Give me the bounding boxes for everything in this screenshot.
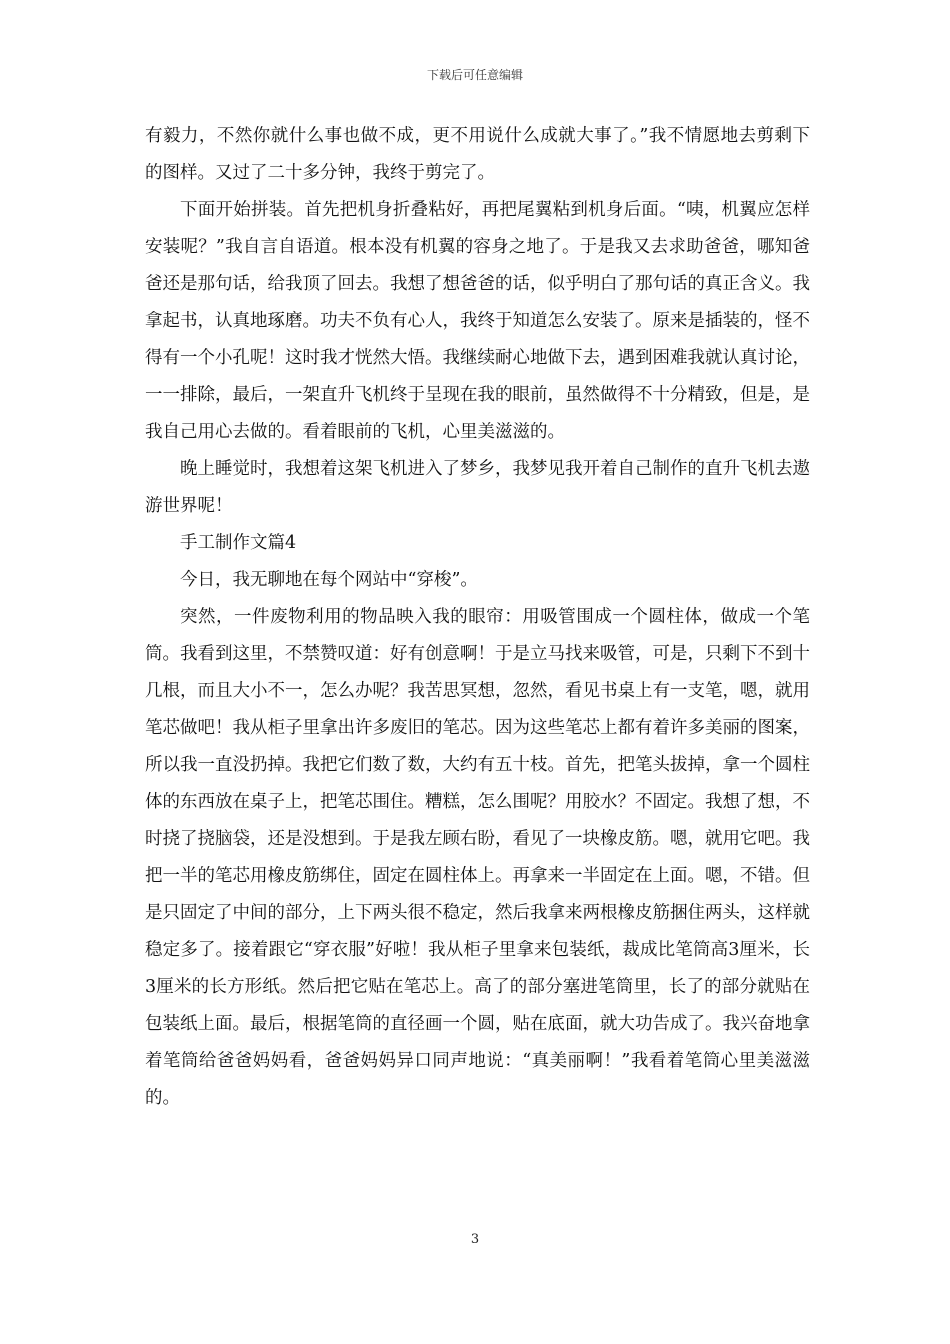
paragraph-continuation: 有毅力，不然你就什么事也做不成，更不用说什么成就大事了。”我不情愿地去剪剩下的图样。又过了二十多分钟，我终于剪完了。 xyxy=(145,126,810,183)
section-heading: 手工制作文篇4 xyxy=(180,533,297,553)
paragraph-dream: 晚上睡觉时，我想着这架飞机进入了梦乡，我梦见我开着自己制作的直升飞机去遨游世界呢！ xyxy=(145,459,810,516)
page-number: 3 xyxy=(470,1232,480,1247)
paragraph-assembly: 下面开始拼装。首先把机身折叠粘好，再把尾翼粘到机身后面。“咦，机翼应怎样安装呢？”我自言自语道。根本没有机翼的容身之地了。于是我又去求助爸爸，哪知爸爸还是那句话，给我顶了回去。我想了想爸爸的话，似乎明白了那句话的真正含义。我拿起书，认真地琢磨。功夫不负有心人，我终于知道怎么安装了。原来是插装的，怪不得有一个小孔呢！这时我才恍然大悟。我继续耐心地做下去，遇到困难我就认真讨论，一一排除，最后，一架直升飞机终于呈现在我的眼前，虽然做得不十分精致，但是，是我自己用心去做的。看着眼前的飞机，心里美滋滋的。 xyxy=(145,200,810,442)
page-header: 下载后可任意编辑 xyxy=(426,68,523,82)
paragraph-today: 今日，我无聊地在每个网站中“穿梭”。 xyxy=(180,570,478,590)
document-body xyxy=(145,118,810,1117)
paragraph-pen-holder: 突然，一件废物利用的物品映入我的眼帘：用吸管围成一个圆柱体，做成一个笔筒。我看到这里，不禁赞叹道：好有创意啊！于是立马找来吸管，可是，只剩下不到十几根，而且大小不一，怎么办呢？我苦思冥想，忽然，看见书桌上有一支笔，嗯，就用笔芯做吧！我从柜子里拿出许多废旧的笔芯。因为这些笔芯上都有着许多美丽的图案，所以我一直没扔掉。我把它们数了数，大约有五十枝。首先，把笔头拔掉，拿一个圆柱体的东西放在桌子上，把笔芯围住。糟糕，怎么围呢？用胶水？不固定。我想了想，不时挠了挠脑袋，还是没想到。于是我左顾右盼，看见了一块橡皮筋。嗯，就用它吧。我把一半的笔芯用橡皮筋绑住，固定在圆柱体上。再拿来一半固定在上面。嗯，不错。但是只固定了中间的部分，上下两头很不稳定，然后我拿来两根橡皮筋捆住两头，这样就稳定多了。接着跟它“穿衣服”好啦！我从柜子里拿来包装纸，裁成比笔筒高3厘米，长3厘米的长方形纸。然后把它贴在笔芯上。高了的部分塞进笔筒里，长了的部分就贴在包装纸上面。最后，根据笔筒的直径画一个圆，贴在底面，就大功告成了。我兴奋地拿着笔筒给爸爸妈妈看，爸爸妈妈异口同声地说：“真美丽啊！”我看着笔筒心里美滋滋的。 xyxy=(145,607,810,1108)
